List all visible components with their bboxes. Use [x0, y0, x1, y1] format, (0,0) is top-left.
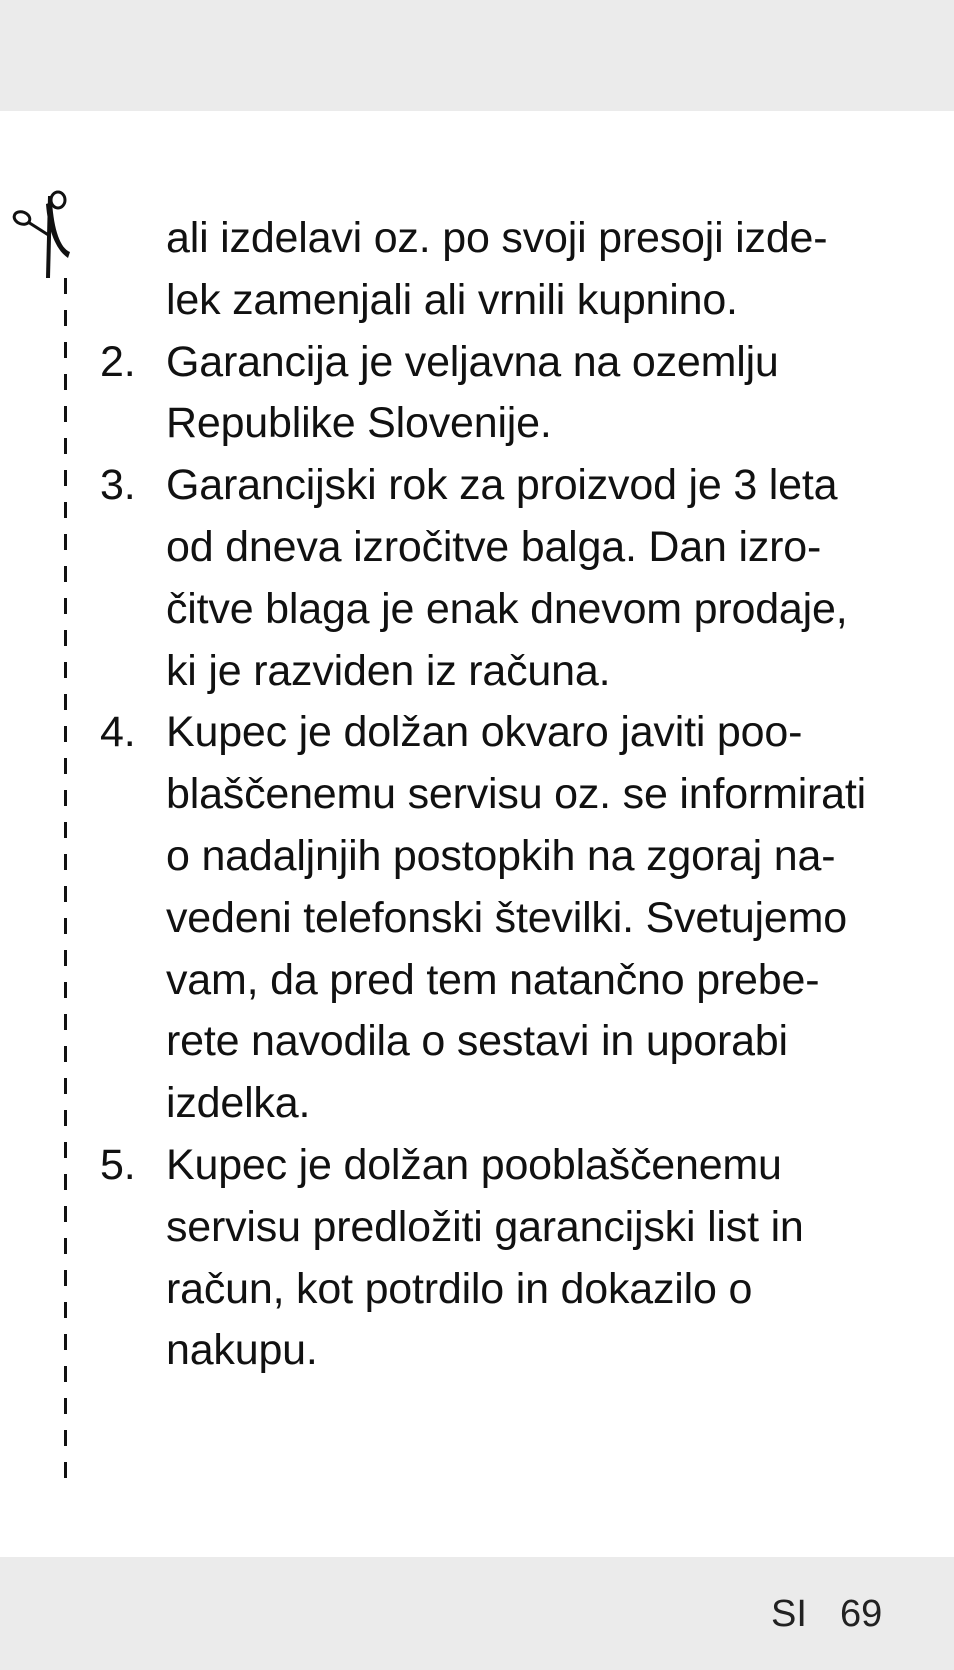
list-item-number: 2.	[100, 337, 136, 386]
list-item-text: Garancija je veljavna na ozemlju	[166, 337, 779, 386]
list-item-text: račun, kot potrdilo in dokazilo o	[166, 1264, 753, 1313]
cut-line	[64, 278, 68, 1483]
list-item-text: izdelka.	[166, 1079, 311, 1128]
list-item-text: od dneva izročitve balga. Dan izro-	[166, 522, 822, 571]
list-item-text: Garancijski rok za proizvod je 3 leta	[166, 461, 838, 510]
warranty-list	[100, 208, 900, 1382]
list-item-text: rete navodila o sestavi in uporabi	[166, 1017, 788, 1066]
list-item-number: 3.	[100, 461, 136, 510]
list-item-text: nakupu.	[166, 1326, 318, 1375]
list-item-text: blaščenemu servisu oz. se informirati	[166, 770, 866, 819]
list-item-text: vam, da pred tem natančno prebe-	[166, 955, 820, 1004]
list-item-text: vedeni telefonski številki. Svetujemo	[166, 893, 847, 942]
list-item	[100, 332, 900, 456]
footer-language: SI	[771, 1593, 807, 1635]
scissors-icon	[8, 190, 72, 280]
list-item-text: ki je razviden iz računa.	[166, 646, 611, 695]
list-item-number: 4.	[100, 708, 136, 757]
list-item	[100, 455, 900, 702]
list-item-text: lek zamenjali ali vrnili kupnino.	[166, 275, 738, 324]
page-number: 69	[840, 1593, 883, 1635]
footer-band	[0, 1557, 954, 1670]
list-item-text: čitve blaga je enak dnevom prodaje,	[166, 584, 848, 633]
list-item-text: o nadaljnjih postopkih na zgoraj na-	[166, 831, 836, 880]
list-item-text: Kupec je dolžan okvaro javiti poo-	[166, 708, 803, 757]
header-band	[0, 0, 954, 111]
list-item	[100, 702, 900, 1135]
list-item-text: Kupec je dolžan pooblaščenemu	[166, 1140, 782, 1189]
list-item-text: servisu predložiti garancijski list in	[166, 1202, 804, 1251]
list-item-number: 5.	[100, 1140, 136, 1189]
list-item-text: ali izdelavi oz. po svoji presoji izde-	[166, 214, 828, 262]
list-item	[100, 208, 900, 332]
list-item	[100, 1135, 900, 1382]
list-item-text: Republike Slovenije.	[166, 399, 552, 448]
